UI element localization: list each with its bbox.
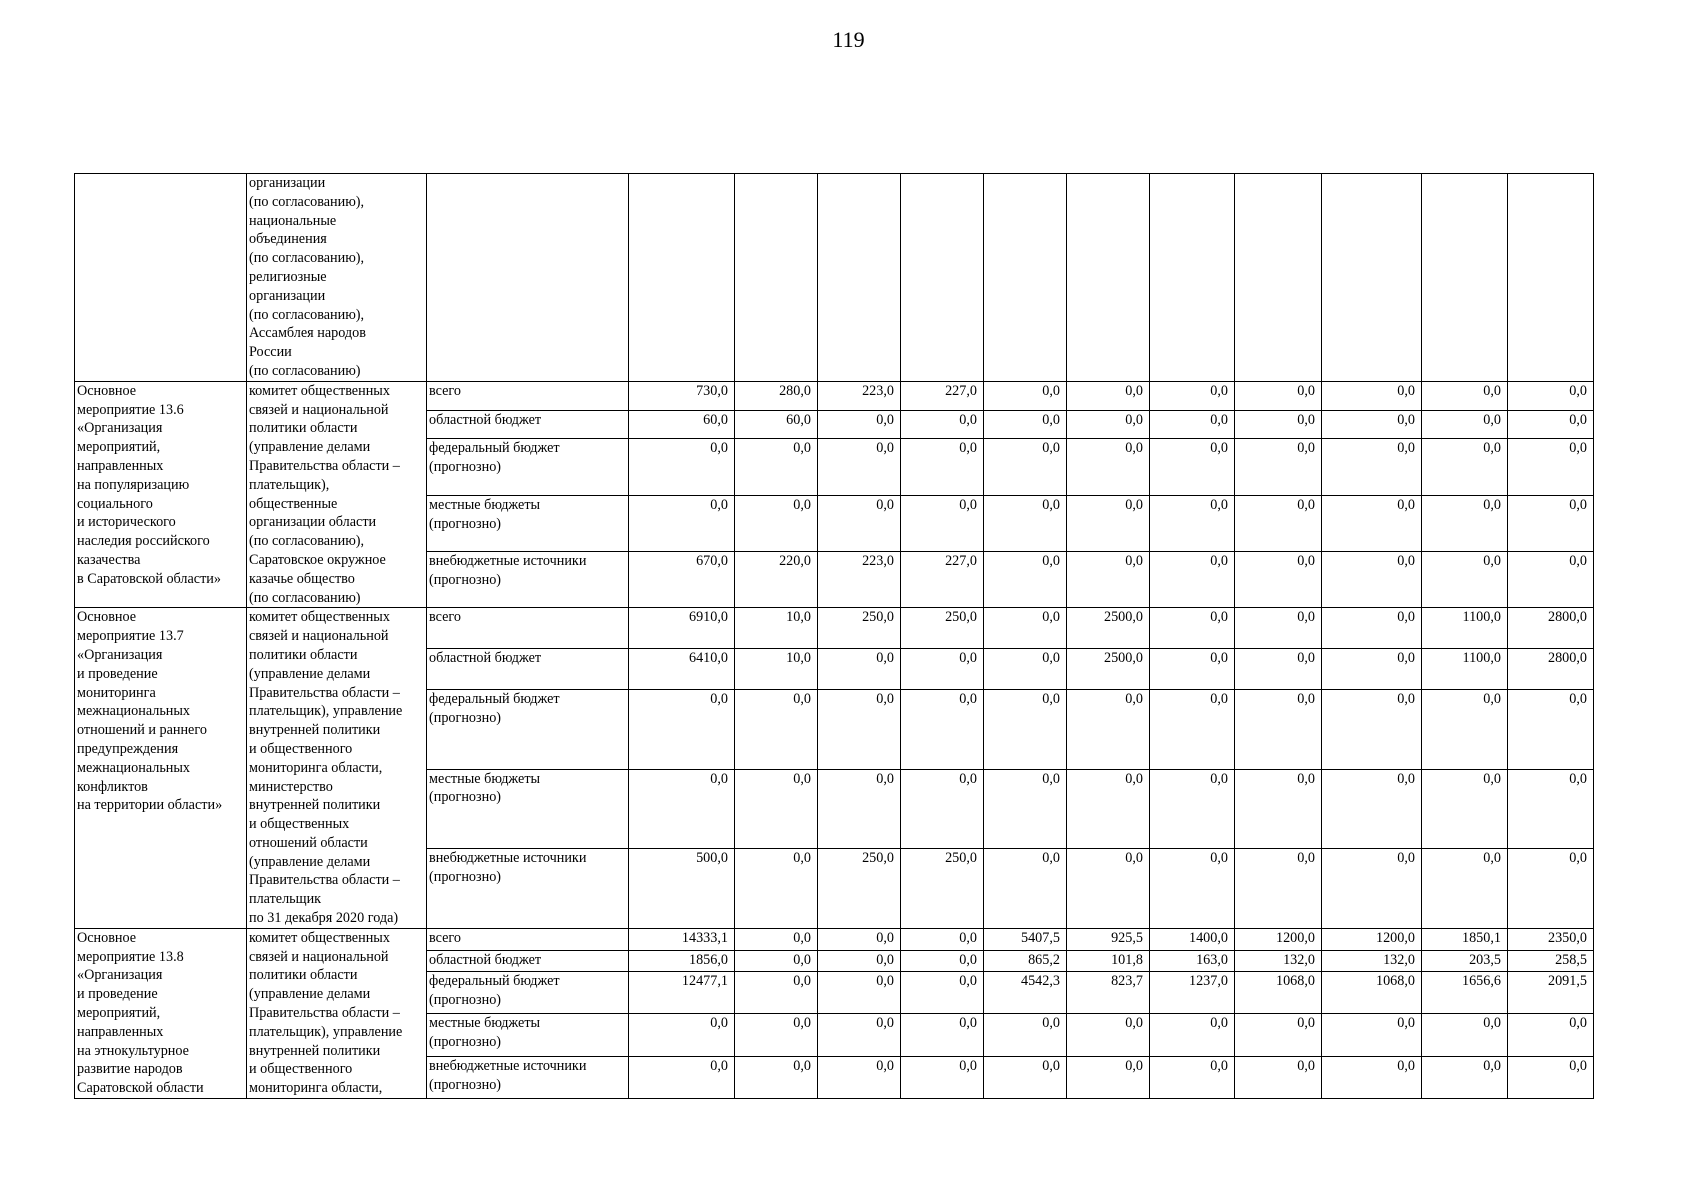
value-cell: 101,8 [1067,950,1150,972]
value-cell: 227,0 [901,552,984,608]
value-cell: 0,0 [1322,608,1422,649]
executor-cell: комитет общественных связей и национальной политики области (управление делами Правительства области – плательщик), общественные организации области (по согласованию), Саратовское окружное казачье общество (по согласованию) [247,381,427,608]
value-cell: 0,0 [735,1056,818,1098]
value-cell: 250,0 [901,608,984,649]
value-cell: 223,0 [818,552,901,608]
value-cell: 0,0 [735,928,818,950]
funding-source-cell: внебюджетные источники (прогнозно) [427,552,629,608]
value-cell: 0,0 [1235,381,1322,410]
funding-source-cell: внебюджетные источники (прогнозно) [427,849,629,929]
value-cell: 0,0 [984,439,1067,495]
value-cell: 0,0 [1067,495,1150,551]
value-cell: 60,0 [735,410,818,439]
value-cell: 0,0 [735,495,818,551]
value-cell: 0,0 [735,849,818,929]
funding-source-cell: федеральный бюджет (прогнозно) [427,972,629,1014]
value-cell: 0,0 [1508,849,1594,929]
value-cell: 0,0 [629,439,735,495]
budget-table [74,173,1594,1099]
value-cell: 2800,0 [1508,608,1594,649]
value-cell: 0,0 [1322,849,1422,929]
value-cell: 0,0 [818,1014,901,1056]
value-cell: 250,0 [901,849,984,929]
value-cell: 0,0 [1150,495,1235,551]
value-cell: 0,0 [1508,439,1594,495]
value-cell: 1856,0 [629,950,735,972]
value-cell: 258,5 [1508,950,1594,972]
continuation-executor-cell: организации (по согласованию), национальные объединения (по согласованию), религиозные организации (по согласованию), Ассамблея народов России (по согласованию) [247,174,427,382]
value-cell: 0,0 [901,950,984,972]
funding-source-cell: внебюджетные источники (прогнозно) [427,1056,629,1098]
table-body [75,174,1594,1099]
value-cell: 670,0 [629,552,735,608]
value-cell: 0,0 [901,649,984,690]
value-cell: 0,0 [1508,410,1594,439]
table-row [75,928,1594,950]
value-cell: 0,0 [1067,689,1150,769]
value-cell: 730,0 [629,381,735,410]
value-cell: 1068,0 [1235,972,1322,1014]
funding-source-cell: всего [427,381,629,410]
funding-source-cell: областной бюджет [427,410,629,439]
value-cell: 0,0 [1422,381,1508,410]
value-cell: 0,0 [818,1056,901,1098]
value-cell: 0,0 [735,689,818,769]
funding-source-cell: областной бюджет [427,950,629,972]
value-cell: 0,0 [1322,381,1422,410]
value-cell: 5407,5 [984,928,1067,950]
funding-source-cell: всего [427,928,629,950]
value-cell: 0,0 [901,769,984,849]
value-cell: 0,0 [735,972,818,1014]
value-cell: 0,0 [1422,689,1508,769]
value-cell: 0,0 [1322,552,1422,608]
value-cell: 0,0 [1322,1056,1422,1098]
value-cell: 0,0 [629,1056,735,1098]
value-cell: 0,0 [1067,1056,1150,1098]
value-cell: 203,5 [1422,950,1508,972]
value-cell: 163,0 [1150,950,1235,972]
table-row [75,381,1594,410]
value-cell: 0,0 [629,689,735,769]
value-cell: 0,0 [984,552,1067,608]
value-cell: 0,0 [1150,1056,1235,1098]
value-cell: 0,0 [984,1056,1067,1098]
value-cell: 220,0 [735,552,818,608]
value-cell: 0,0 [735,769,818,849]
value-cell: 0,0 [1150,689,1235,769]
value-cell: 2350,0 [1508,928,1594,950]
value-cell: 0,0 [1150,381,1235,410]
executor-cell: комитет общественных связей и национальной политики области (управление делами Правительства области – плательщик), управление внутренней политики и общественного мониторинга области, министерство внутренней политики и общественных отношений области (управление делами Правительства области – плательщик по 31 декабря 2020 года) [247,608,427,929]
value-cell: 0,0 [1235,410,1322,439]
value-cell: 2800,0 [1508,649,1594,690]
funding-source-cell: местные бюджеты (прогнозно) [427,495,629,551]
value-cell: 0,0 [1322,495,1422,551]
funding-source-cell: областной бюджет [427,649,629,690]
value-cell: 0,0 [1508,769,1594,849]
value-cell: 0,0 [1422,439,1508,495]
executor-cell: комитет общественных связей и национальной политики области (управление делами Правительства области – плательщик), управление внутренней политики и общественного мониторинга области, [247,928,427,1098]
value-cell: 0,0 [984,689,1067,769]
value-cell: 0,0 [818,689,901,769]
value-cell: 0,0 [818,950,901,972]
value-cell: 0,0 [1067,439,1150,495]
value-cell: 14333,1 [629,928,735,950]
value-cell: 12477,1 [629,972,735,1014]
value-cell: 0,0 [1322,439,1422,495]
value-cell: 0,0 [1235,552,1322,608]
value-cell: 0,0 [735,950,818,972]
value-cell: 0,0 [1235,769,1322,849]
value-cell: 0,0 [818,928,901,950]
value-cell: 0,0 [984,649,1067,690]
value-cell: 280,0 [735,381,818,410]
value-cell: 0,0 [1422,495,1508,551]
value-cell: 0,0 [1150,439,1235,495]
value-cell: 223,0 [818,381,901,410]
value-cell: 10,0 [735,608,818,649]
measure-name-cell: Основное мероприятие 13.6 «Организация мероприятий, направленных на популяризацию социального и исторического наследия российского казачества в Саратовской области» [75,381,247,608]
value-cell: 0,0 [984,1014,1067,1056]
value-cell: 1200,0 [1322,928,1422,950]
value-cell: 500,0 [629,849,735,929]
funding-source-cell: местные бюджеты (прогнозно) [427,1014,629,1056]
value-cell: 1400,0 [1150,928,1235,950]
value-cell: 0,0 [735,439,818,495]
value-cell: 0,0 [629,769,735,849]
value-cell: 60,0 [629,410,735,439]
value-cell: 0,0 [901,439,984,495]
value-cell: 865,2 [984,950,1067,972]
value-cell: 0,0 [1422,552,1508,608]
value-cell: 2091,5 [1508,972,1594,1014]
value-cell: 0,0 [1422,1014,1508,1056]
value-cell: 0,0 [1235,849,1322,929]
value-cell: 2500,0 [1067,649,1150,690]
value-cell: 0,0 [984,410,1067,439]
value-cell: 0,0 [1322,649,1422,690]
value-cell: 10,0 [735,649,818,690]
value-cell: 925,5 [1067,928,1150,950]
value-cell: 0,0 [984,769,1067,849]
value-cell: 0,0 [1067,1014,1150,1056]
value-cell: 0,0 [1150,769,1235,849]
value-cell: 0,0 [1322,689,1422,769]
value-cell: 0,0 [1322,769,1422,849]
value-cell: 0,0 [1067,552,1150,608]
value-cell: 0,0 [1508,689,1594,769]
value-cell: 0,0 [1235,649,1322,690]
value-cell: 0,0 [1067,769,1150,849]
funding-source-cell: местные бюджеты (прогнозно) [427,769,629,849]
value-cell: 823,7 [1067,972,1150,1014]
value-cell: 0,0 [901,689,984,769]
value-cell: 0,0 [1422,849,1508,929]
value-cell: 0,0 [1150,410,1235,439]
value-cell: 0,0 [1508,552,1594,608]
measure-name-cell: Основное мероприятие 13.8 «Организация и проведение мероприятий, направленных на этнокультурное развитие народов Саратовской области [75,928,247,1098]
value-cell: 0,0 [984,495,1067,551]
value-cell: 0,0 [901,410,984,439]
value-cell: 0,0 [818,439,901,495]
value-cell: 132,0 [1322,950,1422,972]
page-number: 119 [832,27,865,52]
measure-name-cell: Основное мероприятие 13.7 «Организация и проведение мониторинга межнациональных отношений и раннего предупреждения межнациональных конфликтов на территории области» [75,608,247,929]
value-cell: 0,0 [818,495,901,551]
value-cell: 2500,0 [1067,608,1150,649]
value-cell: 0,0 [1235,1056,1322,1098]
funding-source-cell: федеральный бюджет (прогнозно) [427,439,629,495]
value-cell: 132,0 [1235,950,1322,972]
value-cell: 1200,0 [1235,928,1322,950]
value-cell: 1850,1 [1422,928,1508,950]
value-cell: 0,0 [1150,649,1235,690]
value-cell: 0,0 [629,1014,735,1056]
value-cell: 0,0 [901,972,984,1014]
funding-source-cell: федеральный бюджет (прогнозно) [427,689,629,769]
continuation-measure-cell [75,174,247,382]
value-cell: 0,0 [901,1056,984,1098]
value-cell: 0,0 [1322,1014,1422,1056]
value-cell: 0,0 [984,381,1067,410]
continuation-source-cell [427,174,629,382]
value-cell: 0,0 [1150,1014,1235,1056]
value-cell: 0,0 [1235,689,1322,769]
funding-source-cell: всего [427,608,629,649]
value-cell: 0,0 [1508,495,1594,551]
value-cell: 0,0 [818,410,901,439]
table-row [75,608,1594,649]
value-cell: 0,0 [1422,1056,1508,1098]
value-cell: 0,0 [1235,439,1322,495]
continuation-row [75,174,1594,382]
value-cell: 6910,0 [629,608,735,649]
value-cell: 6410,0 [629,649,735,690]
value-cell: 0,0 [984,608,1067,649]
value-cell: 0,0 [1235,1014,1322,1056]
value-cell: 250,0 [818,608,901,649]
value-cell: 0,0 [735,1014,818,1056]
value-cell: 0,0 [901,1014,984,1056]
value-cell: 0,0 [1508,381,1594,410]
value-cell: 0,0 [1067,410,1150,439]
value-cell: 0,0 [818,972,901,1014]
value-cell: 227,0 [901,381,984,410]
value-cell: 0,0 [1235,608,1322,649]
value-cell: 1068,0 [1322,972,1422,1014]
value-cell: 0,0 [1150,849,1235,929]
value-cell: 0,0 [901,928,984,950]
value-cell: 1100,0 [1422,608,1508,649]
value-cell: 1100,0 [1422,649,1508,690]
value-cell: 0,0 [1150,552,1235,608]
value-cell: 0,0 [1422,410,1508,439]
value-cell: 0,0 [818,769,901,849]
value-cell: 1656,6 [1422,972,1508,1014]
value-cell: 0,0 [984,849,1067,929]
value-cell: 0,0 [1067,381,1150,410]
value-cell: 0,0 [629,495,735,551]
value-cell: 0,0 [1508,1056,1594,1098]
value-cell: 0,0 [901,495,984,551]
value-cell: 0,0 [1508,1014,1594,1056]
value-cell: 0,0 [1235,495,1322,551]
value-cell: 0,0 [818,649,901,690]
value-cell: 0,0 [1422,769,1508,849]
value-cell: 0,0 [1067,849,1150,929]
value-cell: 1237,0 [1150,972,1235,1014]
value-cell: 0,0 [1150,608,1235,649]
value-cell: 250,0 [818,849,901,929]
value-cell: 0,0 [1322,410,1422,439]
value-cell: 4542,3 [984,972,1067,1014]
